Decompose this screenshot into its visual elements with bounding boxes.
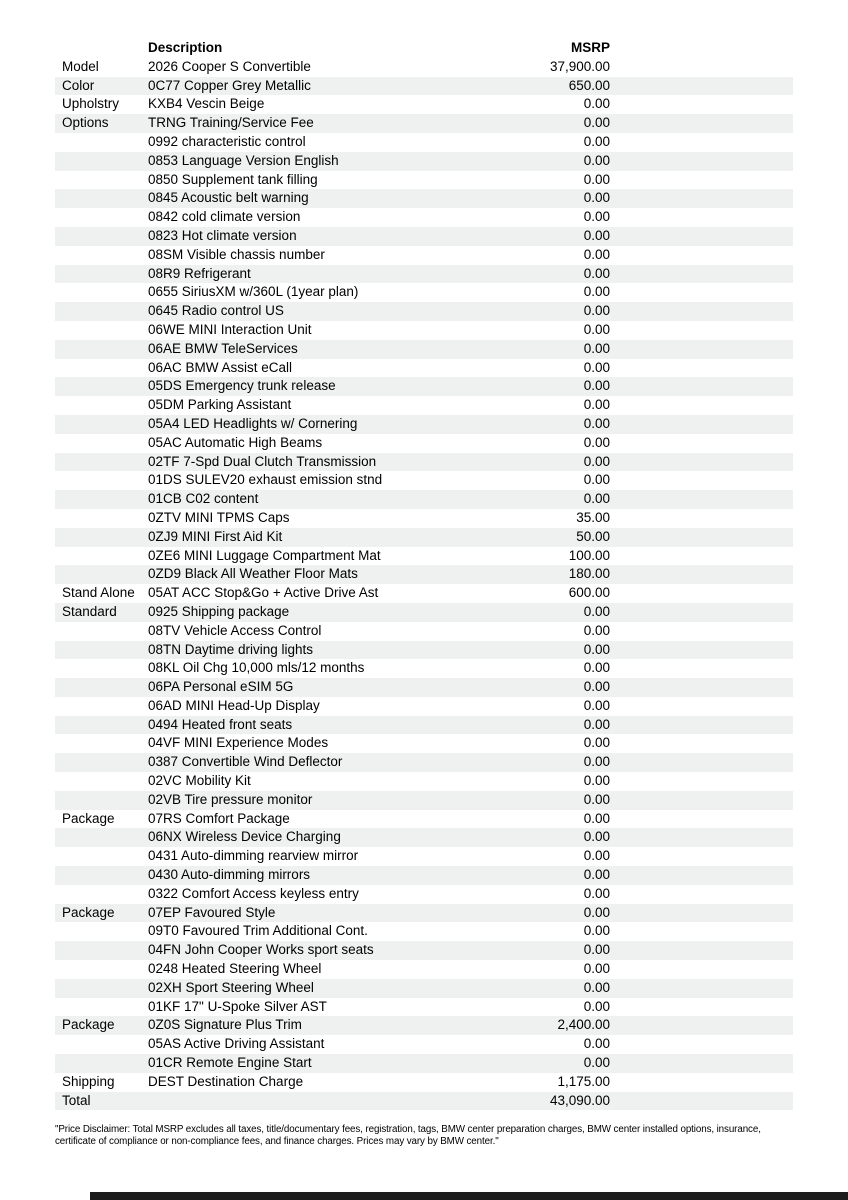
- table-row: [55, 509, 793, 528]
- row-msrp: 0.00: [583, 359, 610, 375]
- row-msrp: 0.00: [583, 415, 610, 431]
- bottom-edge-bar: [90, 1192, 848, 1200]
- pricing-table: [55, 39, 793, 1110]
- table-row: [55, 171, 793, 190]
- row-description: 0ZD9 Black All Weather Floor Mats: [148, 566, 358, 582]
- table-row: [55, 904, 793, 923]
- row-msrp: 0.00: [583, 96, 610, 112]
- row-description: 06PA Personal eSIM 5G: [148, 679, 294, 695]
- row-category: Standard: [62, 603, 117, 619]
- row-description: 05AS Active Driving Assistant: [148, 1036, 325, 1052]
- row-description: 08TN Daytime driving lights: [148, 641, 314, 657]
- table-row: [55, 810, 793, 829]
- row-msrp: 0.00: [583, 209, 610, 225]
- table-row: [55, 753, 793, 772]
- row-description: 2026 Cooper S Convertible: [148, 58, 311, 74]
- row-msrp: 0.00: [583, 265, 610, 281]
- row-msrp: 0.00: [583, 961, 610, 977]
- table-row: [55, 95, 793, 114]
- row-category: Model: [62, 58, 99, 74]
- row-msrp: 0.00: [583, 622, 610, 638]
- table-row: [55, 58, 793, 77]
- table-row: [55, 1054, 793, 1073]
- row-msrp: 43,090.00: [549, 1092, 610, 1108]
- table-row: [55, 960, 793, 979]
- table-row: [55, 734, 793, 753]
- row-description: 05AC Automatic High Beams: [148, 434, 323, 450]
- table-row: [55, 716, 793, 735]
- row-description: 0655 SiriusXM w/360L (1year plan): [148, 284, 359, 300]
- row-msrp: 0.00: [583, 998, 610, 1014]
- row-description: 0C77 Copper Grey Metallic: [148, 77, 311, 93]
- row-msrp: 1,175.00: [557, 1073, 610, 1089]
- row-description: 08TV Vehicle Access Control: [148, 622, 322, 638]
- table-row: [55, 641, 793, 660]
- row-msrp: 100.00: [568, 547, 610, 563]
- row-msrp: 0.00: [583, 378, 610, 394]
- row-msrp: 0.00: [583, 190, 610, 206]
- row-category: Total: [62, 1092, 91, 1108]
- row-msrp: 0.00: [583, 1036, 610, 1052]
- row-description: 0992 characteristic control: [148, 133, 306, 149]
- row-msrp: 0.00: [583, 472, 610, 488]
- row-description: 0494 Heated front seats: [148, 716, 293, 732]
- table-row: [55, 866, 793, 885]
- row-msrp: 0.00: [583, 133, 610, 149]
- row-description: 06AE BMW TeleServices: [148, 340, 298, 356]
- row-msrp: 0.00: [583, 679, 610, 695]
- row-msrp: 0.00: [583, 603, 610, 619]
- row-description: 06AC BMW Assist eCall: [148, 359, 293, 375]
- row-description: 07EP Favoured Style: [148, 904, 276, 920]
- table-row: [55, 265, 793, 284]
- row-description: 01DS SULEV20 exhaust emission stnd: [148, 472, 383, 488]
- row-msrp: 0.00: [583, 227, 610, 243]
- table-row: [55, 302, 793, 321]
- table-row: [55, 565, 793, 584]
- row-description: 0845 Acoustic belt warning: [148, 190, 309, 206]
- msrp-column-header: MSRP: [570, 40, 610, 55]
- row-description: 02VC Mobility Kit: [148, 773, 251, 789]
- row-msrp: 35.00: [576, 509, 610, 525]
- row-msrp: 0.00: [583, 848, 610, 864]
- row-description: 06NX Wireless Device Charging: [148, 829, 341, 845]
- row-description: 0Z0S Signature Plus Trim: [148, 1017, 302, 1033]
- table-row: [55, 189, 793, 208]
- row-description: 01KF 17" U-Spoke Silver AST: [148, 998, 327, 1014]
- row-msrp: 0.00: [583, 246, 610, 262]
- row-msrp: 0.00: [583, 660, 610, 676]
- row-msrp: 0.00: [583, 904, 610, 920]
- table-row: [55, 434, 793, 453]
- row-msrp: 0.00: [583, 152, 610, 168]
- table-row: [55, 1035, 793, 1054]
- row-description: 0823 Hot climate version: [148, 227, 297, 243]
- row-description: 04VF MINI Experience Modes: [148, 735, 329, 751]
- table-row: [55, 283, 793, 302]
- row-msrp: 37,900.00: [549, 58, 610, 74]
- table-row: [55, 415, 793, 434]
- table-row: [55, 659, 793, 678]
- table-row: [55, 208, 793, 227]
- row-description: 02XH Sport Steering Wheel: [148, 979, 314, 995]
- row-msrp: 0.00: [583, 284, 610, 300]
- row-description: 0645 Radio control US: [148, 303, 284, 319]
- row-msrp: 0.00: [583, 340, 610, 356]
- row-msrp: 0.00: [583, 434, 610, 450]
- row-description: 08SM Visible chassis number: [148, 246, 325, 262]
- row-category: Package: [62, 810, 115, 826]
- row-description: 06WE MINI Interaction Unit: [148, 321, 312, 337]
- row-category: Options: [62, 115, 109, 131]
- table-row: [55, 1016, 793, 1035]
- row-category: Package: [62, 1017, 115, 1033]
- row-msrp: 0.00: [583, 321, 610, 337]
- table-row: [55, 340, 793, 359]
- table-row: [55, 622, 793, 641]
- row-description: KXB4 Vescin Beige: [148, 96, 265, 112]
- table-row: [55, 941, 793, 960]
- table-row: [55, 584, 793, 603]
- table-row: [55, 528, 793, 547]
- description-column-header: Description: [148, 40, 223, 55]
- table-row: [55, 697, 793, 716]
- row-description: 0322 Comfort Access keyless entry: [148, 885, 359, 901]
- row-description: 02TF 7-Spd Dual Clutch Transmission: [148, 453, 377, 469]
- row-msrp: 0.00: [583, 829, 610, 845]
- row-description: 05DM Parking Assistant: [148, 397, 292, 413]
- row-msrp: 0.00: [583, 735, 610, 751]
- row-description: 0430 Auto-dimming mirrors: [148, 867, 311, 883]
- row-description: 0387 Convertible Wind Deflector: [148, 754, 343, 770]
- table-row: [55, 847, 793, 866]
- table-row: [55, 490, 793, 509]
- row-description: 0ZE6 MINI Luggage Compartment Mat: [148, 547, 381, 563]
- row-msrp: 0.00: [583, 942, 610, 958]
- table-row: [55, 227, 793, 246]
- row-msrp: 0.00: [583, 171, 610, 187]
- table-row: [55, 772, 793, 791]
- row-msrp: 0.00: [583, 453, 610, 469]
- row-description: 04FN John Cooper Works sport seats: [148, 942, 374, 958]
- row-msrp: 600.00: [568, 585, 610, 601]
- row-msrp: 0.00: [583, 1055, 610, 1071]
- row-category: Package: [62, 904, 115, 920]
- row-msrp: 0.00: [583, 810, 610, 826]
- row-description: 0925 Shipping package: [148, 603, 290, 619]
- table-header-row: [55, 39, 793, 58]
- row-description: 07RS Comfort Package: [148, 810, 290, 826]
- table-row: [55, 828, 793, 847]
- row-category: Stand Alone: [62, 585, 135, 601]
- row-description: 01CR Remote Engine Start: [148, 1055, 312, 1071]
- price-disclaimer: "Price Disclaimer: Total MSRP excludes all taxes, title/documentary fees, registration, tags, BMW center preparation charges, BMW center installed options, insurance, certificate of compliance or non-compliance fees, and finance charges. Prices may vary by BMW center.": [55, 1124, 761, 1147]
- table-row: [55, 453, 793, 472]
- row-description: 02VB Tire pressure monitor: [148, 791, 313, 807]
- table-row: [55, 998, 793, 1017]
- table-row: [55, 133, 793, 152]
- row-description: 01CB C02 content: [148, 491, 259, 507]
- table-row: [55, 1073, 793, 1092]
- table-row: [55, 114, 793, 133]
- row-msrp: 0.00: [583, 754, 610, 770]
- row-msrp: 0.00: [583, 773, 610, 789]
- row-msrp: 0.00: [583, 303, 610, 319]
- row-msrp: 650.00: [568, 77, 610, 93]
- table-row: [55, 1092, 793, 1111]
- row-msrp: 50.00: [576, 528, 610, 544]
- row-msrp: 0.00: [583, 716, 610, 732]
- row-description: 06AD MINI Head-Up Display: [148, 697, 320, 713]
- table-row: [55, 152, 793, 171]
- table-row: [55, 979, 793, 998]
- row-msrp: 0.00: [583, 791, 610, 807]
- row-description: 05AT ACC Stop&Go + Active Drive Ast: [148, 585, 379, 601]
- row-description: 0ZTV MINI TPMS Caps: [148, 509, 290, 525]
- row-description: 0850 Supplement tank filling: [148, 171, 318, 187]
- row-description: 05A4 LED Headlights w/ Cornering: [148, 415, 358, 431]
- row-description: 09T0 Favoured Trim Additional Cont.: [148, 923, 368, 939]
- row-description: DEST Destination Charge: [148, 1073, 304, 1089]
- row-description: 05DS Emergency trunk release: [148, 378, 336, 394]
- table-row: [55, 922, 793, 941]
- row-msrp: 0.00: [583, 491, 610, 507]
- table-row: [55, 321, 793, 340]
- row-msrp: 0.00: [583, 885, 610, 901]
- row-description: 0431 Auto-dimming rearview mirror: [148, 848, 359, 864]
- table-row: [55, 359, 793, 378]
- table-row: [55, 547, 793, 566]
- table-row: [55, 377, 793, 396]
- table-row: [55, 246, 793, 265]
- table-row: [55, 603, 793, 622]
- row-description: 08KL Oil Chg 10,000 mls/12 months: [148, 660, 365, 676]
- row-description: 0853 Language Version English: [148, 152, 339, 168]
- row-msrp: 0.00: [583, 867, 610, 883]
- row-msrp: 2,400.00: [557, 1017, 610, 1033]
- row-msrp: 0.00: [583, 641, 610, 657]
- row-msrp: 0.00: [583, 979, 610, 995]
- row-description: 08R9 Refrigerant: [148, 265, 251, 281]
- row-msrp: 180.00: [568, 566, 610, 582]
- row-category: Upholstry: [62, 96, 120, 112]
- table-row: [55, 885, 793, 904]
- table-row: [55, 396, 793, 415]
- row-msrp: 0.00: [583, 397, 610, 413]
- table-row: [55, 791, 793, 810]
- table-row: [55, 678, 793, 697]
- row-description: 0248 Heated Steering Wheel: [148, 961, 322, 977]
- row-msrp: 0.00: [583, 115, 610, 131]
- row-description: 0842 cold climate version: [148, 209, 301, 225]
- table-row: [55, 77, 793, 96]
- row-msrp: 0.00: [583, 923, 610, 939]
- row-description: 0ZJ9 MINI First Aid Kit: [148, 528, 283, 544]
- row-msrp: 0.00: [583, 697, 610, 713]
- table-body: [55, 58, 793, 1111]
- table-row: [55, 471, 793, 490]
- row-category: Shipping: [62, 1073, 115, 1089]
- row-category: Color: [62, 77, 95, 93]
- row-description: TRNG Training/Service Fee: [148, 115, 314, 131]
